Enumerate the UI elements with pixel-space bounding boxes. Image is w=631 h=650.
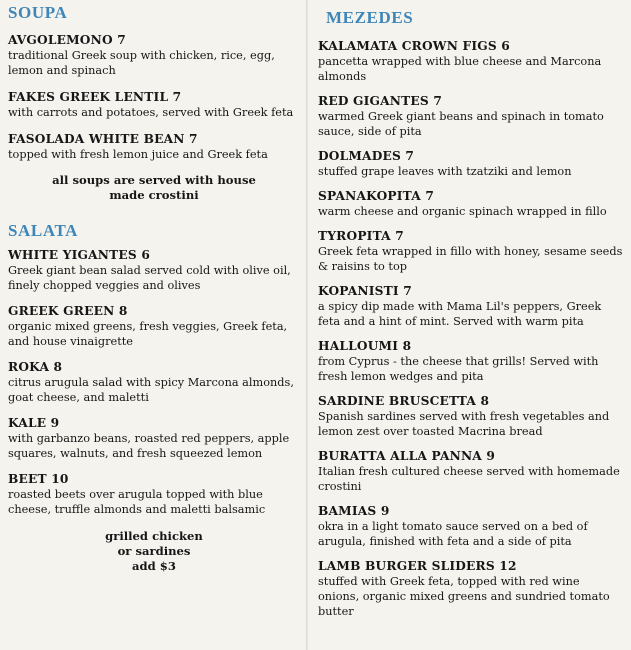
menu-item-spanakopita bbox=[318, 188, 624, 219]
item-description: warm cheese and organic spinach wrapped in fillo bbox=[318, 205, 607, 218]
menu-item-kopanisti bbox=[318, 283, 624, 329]
item-name: BEET 10 bbox=[8, 472, 69, 486]
item-name: KALAMATA CROWN FIGS 6 bbox=[318, 39, 510, 53]
menu-item-beet bbox=[8, 471, 300, 517]
addon-line: or sardines bbox=[117, 544, 191, 558]
section-title-mezedes: MEZEDES bbox=[326, 8, 414, 27]
item-name: ROKA 8 bbox=[8, 360, 63, 374]
protein-addon-note bbox=[8, 529, 300, 574]
menu-item-halloumi bbox=[318, 338, 624, 384]
page-fold bbox=[306, 0, 308, 650]
item-description: okra in a light tomato sauce served on a bed of arugula, finished with feta and a side of pita bbox=[318, 520, 588, 548]
item-name: WHITE YIGANTES 6 bbox=[8, 248, 150, 262]
item-name: LAMB BURGER SLIDERS 12 bbox=[318, 559, 517, 573]
item-description: topped with fresh lemon juice and Greek feta bbox=[8, 148, 268, 161]
menu-item-avgolemono bbox=[8, 32, 300, 78]
menu-item-white-yigantes bbox=[8, 247, 300, 293]
item-description: Greek feta wrapped in fillo with honey, sesame seeds & raisins to top bbox=[318, 245, 623, 273]
menu-item-roka bbox=[8, 359, 300, 405]
right-column bbox=[318, 0, 624, 619]
item-description: Spanish sardines served with fresh vegetables and lemon zest over toasted Macrina bread bbox=[318, 410, 610, 438]
item-name: GREEK GREEN 8 bbox=[8, 304, 128, 318]
item-name: RED GIGANTES 7 bbox=[318, 94, 443, 108]
menu-item-sardine-bruscetta bbox=[318, 393, 624, 439]
menu-item-kale bbox=[8, 415, 300, 461]
item-description: citrus arugula salad with spicy Marcona almonds, goat cheese, and maletti bbox=[8, 376, 294, 404]
addon-line: grilled chicken bbox=[105, 529, 203, 543]
item-description: traditional Greek soup with chicken, rice, egg, lemon and spinach bbox=[8, 49, 275, 77]
item-description: organic mixed greens, fresh veggies, Greek feta, and house vinaigrette bbox=[8, 320, 288, 348]
item-description: stuffed grape leaves with tzatziki and lemon bbox=[318, 165, 572, 178]
menu-item-lamb-burger-sliders bbox=[318, 558, 624, 619]
menu-item-buratta-alla-panna bbox=[318, 448, 624, 494]
item-name: BURATTA ALLA PANNA 9 bbox=[318, 449, 496, 463]
item-description: roasted beets over arugula topped with blue cheese, truffle almonds and maletti balsamic bbox=[8, 488, 266, 516]
item-description: Greek giant bean salad served cold with olive oil, finely chopped veggies and olives bbox=[8, 264, 291, 292]
item-description: from Cyprus - the cheese that grills! Served with fresh lemon wedges and pita bbox=[318, 355, 599, 383]
item-name: DOLMADES 7 bbox=[318, 149, 415, 163]
item-description: with carrots and potatoes, served with Greek feta bbox=[8, 106, 294, 119]
item-description: stuffed with Greek feta, topped with red wine onions, organic mixed greens and sundried tomato butter bbox=[318, 575, 610, 618]
item-name: BAMIAS 9 bbox=[318, 504, 390, 518]
left-column bbox=[8, 0, 300, 574]
item-name: FAKES GREEK LENTIL 7 bbox=[8, 90, 182, 104]
item-description: a spicy dip made with Mama Lil's peppers, Greek feta and a hint of mint. Served with warm pita bbox=[318, 300, 602, 328]
item-name: SARDINE BRUSCETTA 8 bbox=[318, 394, 490, 408]
item-description: warmed Greek giant beans and spinach in tomato sauce, side of pita bbox=[318, 110, 604, 138]
item-description: pancetta wrapped with blue cheese and Marcona almonds bbox=[318, 55, 602, 83]
menu-item-tyropita bbox=[318, 228, 624, 274]
soup-crostini-note: all soups are served with house made crostini bbox=[52, 173, 256, 202]
item-name: SPANAKOPITA 7 bbox=[318, 189, 435, 203]
item-description: with garbanzo beans, roasted red peppers, apple squares, walnuts, and fresh squeezed lemon bbox=[8, 432, 290, 460]
item-name: HALLOUMI 8 bbox=[318, 339, 412, 353]
menu-item-dolmades bbox=[318, 148, 624, 179]
menu-item-fasolada-white-bean bbox=[8, 131, 300, 162]
item-name: FASOLADA WHITE BEAN 7 bbox=[8, 132, 198, 146]
menu-item-fakes-greek-lentil bbox=[8, 89, 300, 120]
item-name: TYROPITA 7 bbox=[318, 229, 404, 243]
menu-item-kalamata-crown-figs bbox=[318, 38, 624, 84]
addon-line: add $3 bbox=[132, 559, 176, 573]
section-title-salata: SALATA bbox=[8, 221, 79, 240]
menu-item-bamias bbox=[318, 503, 624, 549]
item-name: KOPANISTI 7 bbox=[318, 284, 412, 298]
item-name: AVGOLEMONO 7 bbox=[8, 33, 126, 47]
item-name: KALE 9 bbox=[8, 416, 60, 430]
section-title-soupa: SOUPA bbox=[8, 3, 68, 22]
item-description: Italian fresh cultured cheese served with homemade crostini bbox=[318, 465, 620, 493]
menu-item-red-gigantes bbox=[318, 93, 624, 139]
menu-item-greek-green bbox=[8, 303, 300, 349]
